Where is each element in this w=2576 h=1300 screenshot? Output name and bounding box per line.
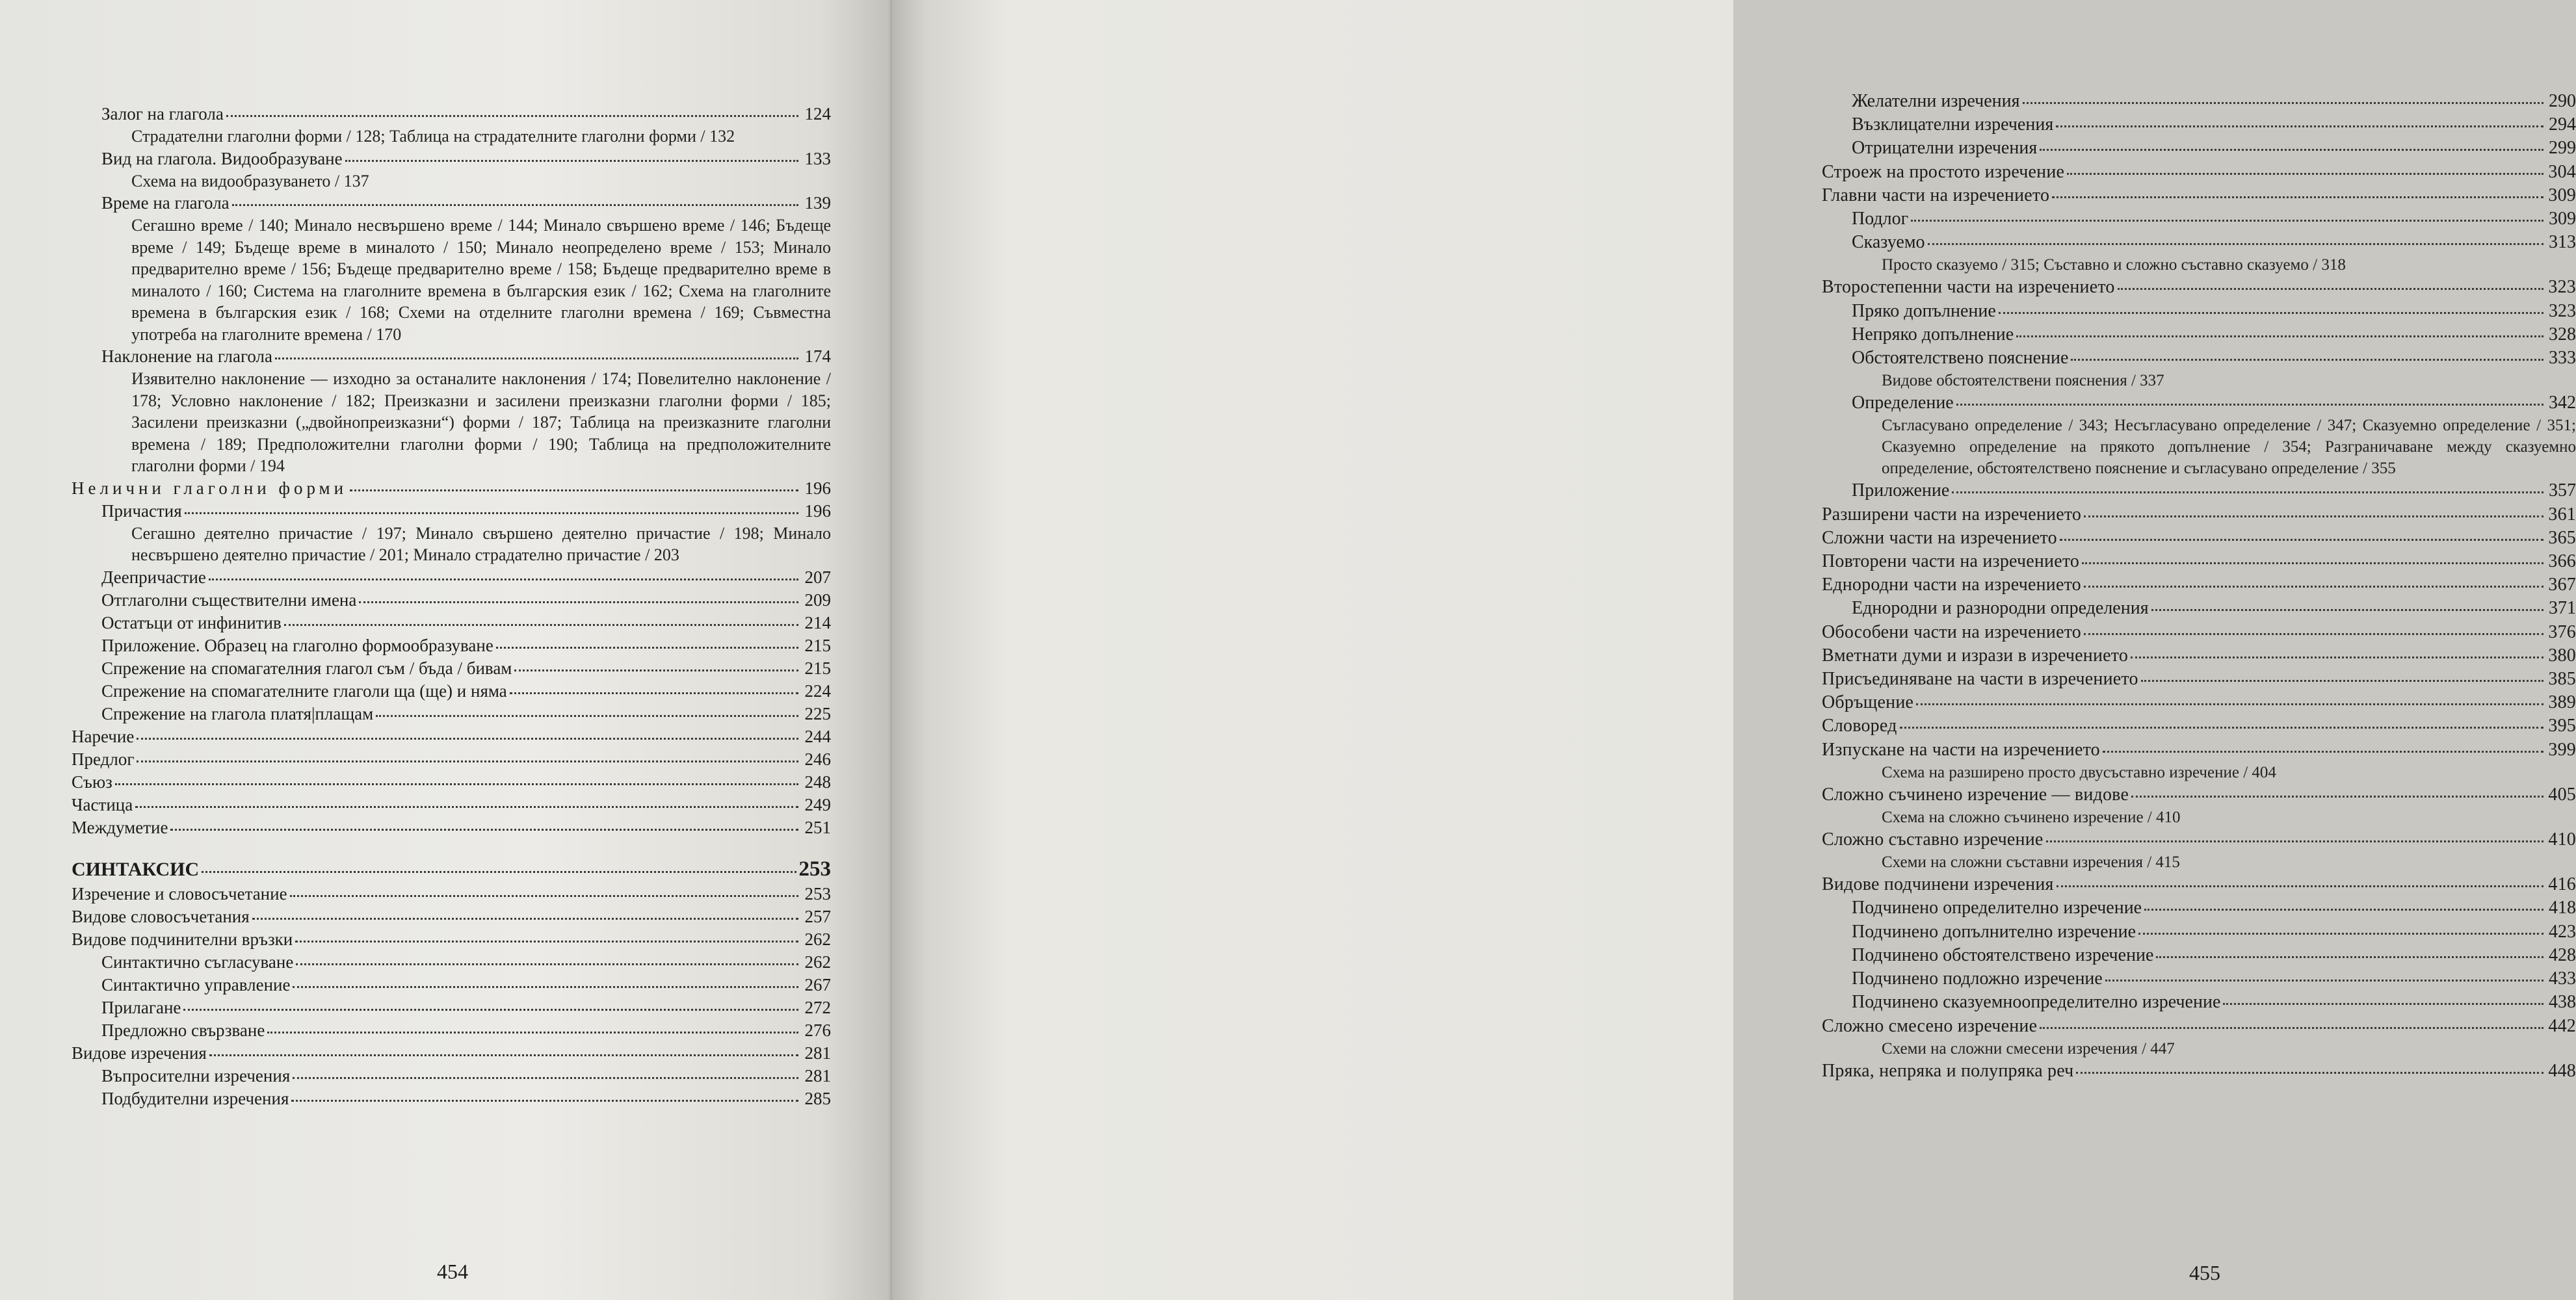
toc-entry — [1822, 668, 2576, 691]
toc-entry-title: Наречие — [72, 726, 135, 746]
toc-entry-page: 257 — [804, 906, 831, 926]
toc-entry-page: 196 — [804, 500, 831, 521]
toc-entry-page: 365 — [2548, 527, 2576, 548]
dot-leader — [2067, 173, 2543, 175]
toc-entry-page: 299 — [2549, 138, 2576, 159]
dot-leader — [2144, 909, 2543, 911]
dot-leader — [293, 1077, 798, 1079]
dot-leader — [226, 115, 798, 117]
toc-entry-page: 313 — [2549, 232, 2576, 253]
toc-entry — [72, 951, 831, 974]
toc-entry-title: Подлог — [1852, 209, 1909, 229]
dot-leader — [376, 715, 798, 717]
toc-entry-title: Спрежение на глагола платя|плащам — [101, 703, 374, 723]
toc-entry-page: 281 — [804, 1043, 831, 1063]
toc-entry-page: 214 — [804, 612, 831, 632]
toc-entry-title: Прилагане — [101, 997, 181, 1017]
toc-entry-title: Спрежение на спомагателните глаголи ща (ще) и няма — [101, 681, 507, 701]
toc-entry — [1822, 90, 2576, 113]
toc-entry — [1822, 550, 2576, 573]
toc-entry-title: Подчинено обстоятелствено изречение — [1852, 944, 2154, 965]
toc-entry-page: 207 — [804, 567, 831, 587]
toc-entry-title: Присъединяване на части в изречението — [1822, 669, 2138, 690]
toc-entry — [1822, 738, 2576, 762]
toc-entry-page: 251 — [804, 817, 831, 837]
toc-subentries: Схема на видообразуването / 137 — [131, 171, 369, 190]
toc-entry-title: Остатъци от инфинитив — [101, 612, 282, 632]
dot-leader — [115, 783, 798, 785]
toc-entry-title: Време на глагола — [101, 193, 230, 213]
dot-leader — [2084, 586, 2543, 588]
dot-leader — [1956, 404, 2543, 406]
dot-leader — [2016, 335, 2543, 337]
toc-entry — [1822, 184, 2576, 207]
toc-entry-title: Определение — [1852, 393, 1954, 413]
toc-subentries: Сегашно време / 140; Минало несвършено време / 144; Минало свършено време / 146; Бъдеще време / 149; Бъдеще време в миналото / 150; Минало неопределено време / 153; Минало предварително време / 156; Бъдеще предварително време / 158; Бъдеще предварително време в миналото / 160; Система на глаголните времена в българския език / 162; Схема на глаголните времена в българския език / 168; Схеми на отделните глаголни времена / 169; Съвместна употреба на глаголните времена / 170 — [131, 216, 831, 344]
toc-entry-title: Спрежение на спомагателния глагол съм / бъда / бивам — [101, 658, 512, 678]
toc-subentries: Просто сказуемо / 315; Съставно и сложно съставно сказуемо / 318 — [1882, 256, 2346, 274]
dot-leader — [137, 738, 798, 740]
toc-subentries: Сегашно деятелно причастие / 197; Минало свършено деятелно причастие / 198; Минало несвършено деятелно причастие / 201; Минало страдателно причастие / 203 — [131, 523, 831, 564]
dot-leader — [296, 963, 798, 965]
toc-entry — [1822, 323, 2576, 346]
toc-entry — [72, 1042, 831, 1065]
toc-entry-page: 416 — [2548, 874, 2576, 895]
dot-leader — [2118, 288, 2543, 290]
toc-entry-title: Подчинено сказуемноопределително изречение — [1852, 992, 2221, 1013]
toc-entry-page: 294 — [2549, 114, 2576, 135]
toc-entry — [1822, 920, 2576, 944]
dot-leader — [1911, 220, 2543, 222]
toc-entry-page: 276 — [804, 1020, 831, 1040]
dot-leader — [2084, 515, 2543, 517]
toc-entry-title: Видове подчинени изречения — [1822, 874, 2054, 895]
dot-leader — [510, 692, 798, 694]
dot-leader — [2046, 840, 2543, 842]
toc-entry — [72, 928, 831, 951]
dot-leader — [1999, 312, 2543, 314]
toc-subentries: Схеми на сложни съставни изречения / 415 — [1882, 853, 2180, 872]
right-page — [892, 0, 2576, 1300]
toc-entry — [72, 883, 831, 905]
toc-entry-title: Приложение — [1852, 480, 1950, 501]
toc-entry-title: Сказуемо — [1852, 232, 1925, 253]
toc-entry — [1822, 1015, 2576, 1038]
toc-entry-page: 262 — [804, 952, 831, 972]
toc-entry — [1822, 1060, 2576, 1083]
toc-entry — [1822, 896, 2576, 920]
toc-entry-title: Строеж на простото изречение — [1822, 161, 2065, 182]
toc-entry-page: 405 — [2548, 784, 2576, 805]
dot-leader — [1916, 703, 2543, 705]
dot-leader — [2071, 359, 2543, 361]
toc-entry-title: Пряко допълнение — [1852, 300, 1996, 321]
toc-entry — [72, 634, 831, 657]
toc-entry — [1822, 621, 2576, 644]
toc-entry-page: 262 — [804, 929, 831, 949]
toc-entry-title: Обръщение — [1822, 692, 1914, 713]
dot-leader — [2060, 539, 2543, 541]
dot-leader — [290, 895, 798, 897]
toc-entry — [1822, 573, 2576, 597]
toc-entry-page: 248 — [804, 772, 831, 792]
toc-entry-page: 342 — [2549, 393, 2576, 413]
toc-entry-title: Подбудителни изречения — [101, 1088, 289, 1108]
dot-leader — [359, 601, 798, 603]
dot-leader — [2052, 196, 2543, 198]
dot-leader — [345, 160, 798, 162]
toc-entry-title: Видове изречения — [72, 1043, 207, 1063]
toc-entry-page: 209 — [804, 590, 831, 610]
toc-subentries: Страдателни глаголни форми / 128; Таблица на страдателните глаголни форми / 132 — [131, 127, 735, 146]
toc-entry — [1822, 526, 2576, 550]
toc-entry-title: Желателни изречения — [1852, 91, 2020, 111]
toc-entry-title: Частица — [72, 794, 133, 814]
toc-entry-page: 399 — [2548, 739, 2576, 760]
toc-entry-page: 428 — [2549, 944, 2576, 965]
toc-entry-page: 285 — [804, 1088, 831, 1108]
dot-leader — [350, 489, 798, 491]
toc-entry — [1822, 828, 2576, 852]
dot-leader — [295, 941, 798, 942]
dot-leader — [275, 358, 798, 359]
toc-entry-title: Нелични глаголни форми — [72, 478, 348, 498]
dot-leader — [2131, 656, 2543, 658]
toc-entry-page: 357 — [2549, 480, 2576, 501]
toc-subentries: Изявително наклонение — изходно за останалите наклонения / 174; Повелително наклонение / 178; Условно наклонение / 182; Преизказни и засилени преизказни глаголни форми / 185; Засилени преизказни („двойнопреизказни“) форми / 187; Таблица на преизказните глаголни времена / 189; Предположителни глаголни форми / 190; Таблица на предположителните глаголни форми / 194 — [131, 369, 831, 475]
toc-entry-title: Приложение. Образец на глаголно формообразуване — [101, 635, 493, 655]
toc-entry-page: 371 — [2549, 598, 2576, 619]
toc-entry-title: Непряко допълнение — [1852, 324, 2014, 344]
dot-leader — [232, 204, 798, 206]
toc-entry — [1822, 391, 2576, 415]
dot-leader — [185, 512, 798, 514]
toc-entry-page: 249 — [804, 794, 831, 814]
toc-entry — [72, 500, 831, 523]
dot-leader — [2131, 796, 2543, 798]
toc-entry-page: 361 — [2548, 504, 2576, 525]
toc-entry-title: Причастия — [101, 500, 182, 521]
toc-entry-page: 253 — [804, 883, 831, 904]
toc-entry-title: Сложно съчинено изречение — видове — [1822, 784, 2129, 805]
right-page-number: 455 — [2189, 1261, 2220, 1284]
toc-entry-page: 438 — [2549, 992, 2576, 1013]
toc-entry-page: 281 — [804, 1065, 831, 1086]
toc-entry-title: Предложно свързване — [101, 1020, 265, 1040]
toc-entry — [1822, 276, 2576, 299]
toc-entry-title: Обособени части на изречението — [1822, 621, 2081, 642]
toc-entry-page: 367 — [2548, 575, 2576, 595]
toc-entry — [72, 703, 831, 725]
toc-entry — [1822, 161, 2576, 184]
toc-entry — [72, 680, 831, 703]
dot-leader — [2040, 1027, 2543, 1029]
toc-entry-page: 323 — [2548, 277, 2576, 298]
dot-leader — [267, 1032, 798, 1034]
toc-entry-page: 290 — [2549, 91, 2576, 111]
toc-entry-page: 124 — [804, 104, 831, 124]
toc-entry-title: Повторени части на изречението — [1822, 551, 2080, 572]
toc-entry-page: 215 — [804, 635, 831, 655]
left-page-number: 454 — [437, 1260, 468, 1283]
toc-entry — [1822, 231, 2576, 254]
toc-entry — [1822, 783, 2576, 807]
toc-subentries: Съгласувано определение / 343; Несъгласувано определение / 347; Сказуемно определение / 351; Сказуемно определение на прякото допълнение / 354; Разграничаване между сказуемно определение, обстоятелствено пояснение и съгласувано определение / 355 — [1882, 417, 2576, 478]
left-page — [0, 0, 892, 1300]
toc-entry — [72, 794, 831, 816]
dot-leader — [2040, 149, 2543, 151]
toc-entry — [1822, 873, 2576, 896]
toc-entry — [1822, 136, 2576, 160]
left-toc — [72, 103, 831, 1110]
toc-entry-title: Еднородни и разнородни определения — [1852, 598, 2149, 619]
dot-leader — [291, 1100, 798, 1102]
dot-leader — [496, 647, 798, 649]
dot-leader — [2082, 562, 2543, 564]
dot-leader — [170, 829, 798, 831]
toc-entry-page: 309 — [2548, 185, 2576, 205]
dot-leader — [209, 1054, 798, 1056]
dot-leader — [135, 806, 798, 808]
toc-entry-title: Изпускане на части на изречението — [1822, 739, 2100, 760]
dot-leader — [1900, 727, 2543, 729]
dot-leader — [284, 624, 798, 626]
toc-entry-title: Отглаголни съществителни имена — [101, 590, 357, 610]
dot-leader — [514, 670, 798, 671]
dot-leader — [2056, 125, 2543, 127]
dot-leader — [2084, 633, 2543, 635]
toc-entry — [72, 192, 831, 214]
toc-entry — [72, 748, 831, 771]
toc-entry — [1822, 503, 2576, 526]
toc-subentries: Видове обстоятелствени пояснения / 337 — [1882, 372, 2164, 390]
toc-entry-title: Сложно смесено изречение — [1822, 1015, 2038, 1036]
right-toc — [1822, 90, 2576, 1083]
toc-entry-title: Пряка, непряка и полупряка реч — [1822, 1060, 2074, 1081]
toc-entry-page: 246 — [804, 749, 831, 769]
toc-entry — [72, 974, 831, 996]
toc-entry-page: 410 — [2548, 829, 2576, 850]
toc-entry — [72, 345, 831, 368]
toc-entry-title: Главни части на изречението — [1822, 185, 2050, 205]
toc-entry-title: Еднородни части на изречението — [1822, 575, 2081, 595]
toc-entry — [1822, 967, 2576, 991]
toc-entry — [1822, 346, 2576, 370]
toc-entry — [1822, 991, 2576, 1014]
toc-entry-title: Въпросителни изречения — [101, 1065, 291, 1086]
toc-entry-title: Подчинено допълнително изречение — [1852, 921, 2136, 942]
toc-entry-page: 304 — [2548, 161, 2576, 182]
toc-entry-page: 215 — [804, 658, 831, 678]
toc-entry-page: 174 — [804, 346, 831, 366]
toc-entry-page: 272 — [804, 997, 831, 1017]
toc-entry — [1822, 691, 2576, 714]
toc-entry-title: Подчинено определително изречение — [1852, 898, 2142, 918]
toc-entry-title: Вметнати думи и изрази в изречението — [1822, 645, 2129, 666]
dot-leader — [2156, 956, 2543, 958]
toc-entry — [1822, 479, 2576, 502]
toc-entry-title: Възклицателни изречения — [1852, 114, 2054, 135]
toc-entry — [72, 996, 831, 1019]
dot-leader — [2023, 102, 2543, 104]
dot-leader — [293, 986, 798, 988]
dot-leader — [252, 918, 798, 920]
toc-entry-page: 448 — [2548, 1060, 2576, 1081]
toc-entry — [72, 905, 831, 928]
toc-entry — [72, 566, 831, 589]
toc-entry-title: Деепричастие — [101, 567, 206, 587]
dot-leader — [1952, 491, 2543, 493]
toc-entry — [72, 1065, 831, 1087]
toc-entry-page: 423 — [2549, 921, 2576, 942]
dot-leader — [1928, 243, 2543, 245]
dot-leader — [202, 871, 796, 873]
toc-entry-page: 433 — [2549, 968, 2576, 989]
toc-entry — [1822, 300, 2576, 323]
toc-entry-title: Сложни части на изречението — [1822, 527, 2057, 548]
toc-entry-title: Наклонение на глагола — [101, 346, 272, 366]
toc-entry-page: 333 — [2549, 348, 2576, 369]
toc-entry — [1822, 714, 2576, 738]
dot-leader — [137, 760, 798, 762]
dot-leader — [2105, 980, 2543, 982]
toc-entry-title: Съюз — [72, 772, 112, 792]
toc-entry — [72, 1019, 831, 1042]
toc-entry-page: 196 — [804, 478, 831, 498]
toc-entry-page: 244 — [804, 726, 831, 746]
toc-entry-page: 442 — [2548, 1015, 2576, 1036]
toc-entry-title: Сложно съставно изречение — [1822, 829, 2044, 850]
dot-leader — [2223, 1003, 2543, 1005]
dot-leader — [2057, 885, 2543, 887]
toc-entry-page: 418 — [2549, 898, 2576, 918]
toc-entry — [72, 725, 831, 748]
toc-entry-page: 224 — [804, 681, 831, 701]
toc-entry-title: СИНТАКСИС — [72, 858, 200, 880]
toc-entry — [1822, 597, 2576, 620]
toc-entry-page: 133 — [804, 148, 831, 168]
toc-subentries: Схема на разширено просто двусъставно изречение / 404 — [1882, 763, 2276, 781]
toc-entry-page: 328 — [2549, 324, 2576, 344]
toc-entry-title: Предлог — [72, 749, 135, 769]
toc-subentries: Схеми на сложни смесени изречения / 447 — [1882, 1039, 2175, 1058]
toc-entry — [72, 148, 831, 170]
toc-entry — [72, 477, 831, 500]
dot-leader — [209, 578, 798, 580]
toc-entry — [72, 771, 831, 794]
toc-entry-title: Обстоятелствено пояснение — [1852, 348, 2069, 369]
toc-entry-page: 366 — [2548, 551, 2576, 572]
toc-entry — [72, 657, 831, 680]
toc-entry-title: Междуметие — [72, 817, 168, 837]
dot-leader — [2076, 1072, 2543, 1074]
toc-entry-title: Видове подчинителни връзки — [72, 929, 293, 949]
toc-entry-page: 376 — [2548, 621, 2576, 642]
toc-entry-page: 309 — [2549, 209, 2576, 229]
toc-entry — [72, 612, 831, 634]
dot-leader — [2151, 609, 2543, 611]
toc-entry-title: Изречение и словосъчетание — [72, 883, 287, 904]
toc-entry-title: Словоред — [1822, 716, 1897, 736]
toc-entry-title: Видове словосъчетания — [72, 906, 250, 926]
toc-entry — [1822, 644, 2576, 668]
toc-entry-title: Вид на глагола. Видообразуване — [101, 148, 343, 168]
toc-entry-title: Синтактично управление — [101, 974, 291, 994]
toc-entry-title: Отрицателни изречения — [1852, 138, 2038, 159]
toc-entry — [72, 103, 831, 125]
toc-entry — [72, 1087, 831, 1110]
toc-entry-page: 385 — [2548, 669, 2576, 690]
toc-entry-title: Разширени части на изречението — [1822, 504, 2082, 525]
dot-leader — [2138, 933, 2543, 935]
toc-entry — [72, 589, 831, 612]
toc-entry-page: 389 — [2548, 692, 2576, 713]
toc-entry — [72, 816, 831, 839]
toc-entry-page: 267 — [804, 974, 831, 994]
dot-leader — [2141, 680, 2543, 682]
toc-entry — [1822, 944, 2576, 967]
toc-entry-title: Синтактично съгласуване — [101, 952, 294, 972]
toc-entry-page: 380 — [2548, 645, 2576, 666]
toc-entry — [1822, 113, 2576, 136]
toc-entry-page: 253 — [798, 857, 831, 881]
toc-entry — [1822, 207, 2576, 231]
toc-entry-page: 323 — [2549, 300, 2576, 321]
toc-subentries: Схема на сложно съчинено изречение / 410 — [1882, 809, 2181, 827]
toc-entry-title: Второстепенни части на изречението — [1822, 277, 2115, 298]
dot-leader — [183, 1009, 798, 1011]
toc-entry-title: Залог на глагола — [101, 104, 224, 124]
toc-entry-title: Подчинено подложно изречение — [1852, 968, 2103, 989]
toc-entry-page: 225 — [804, 703, 831, 723]
toc-entry — [72, 856, 831, 883]
toc-entry-page: 139 — [804, 193, 831, 213]
dot-leader — [2103, 751, 2543, 753]
toc-entry-page: 395 — [2548, 716, 2576, 736]
